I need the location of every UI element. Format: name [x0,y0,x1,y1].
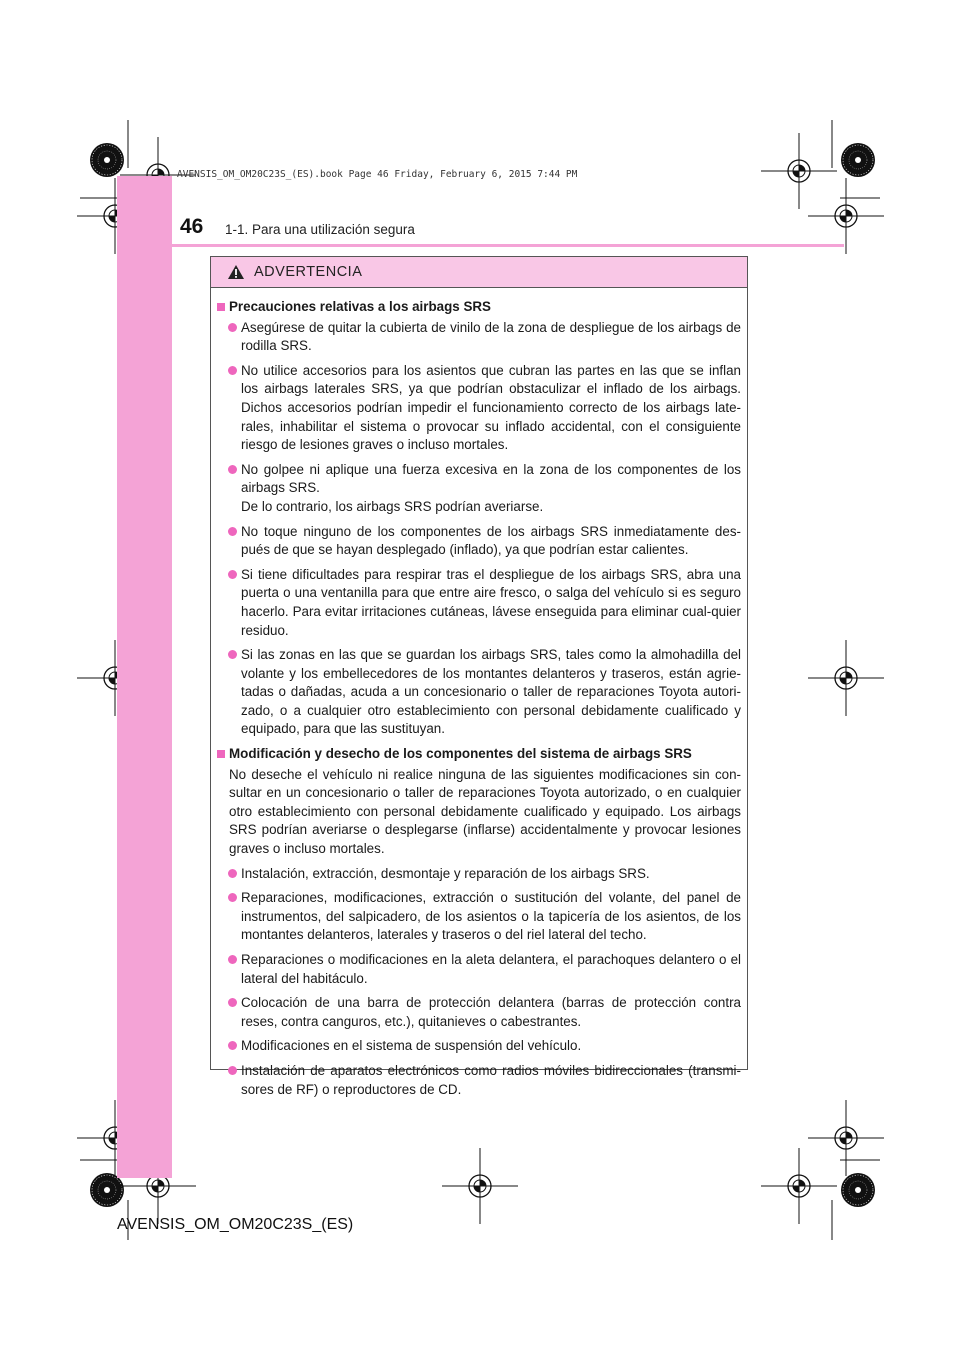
list-item: Modificaciones en el sistema de suspensión del vehículo. [217,1037,741,1056]
warning-triangle-icon [227,264,245,280]
list-item: Reparaciones o modificaciones en la aleta delantera, el parachoques delantero o el lateral del habitáculo. [217,951,741,988]
registration-cross-icon [761,1148,837,1224]
list-item: Reparaciones, modificaciones, extracción o sustitución del volante, del panel de instrumentos, del salpicadero, de los asientos o la tapicería de los asientos, de los montantes delanteros, laterales y traseros o del riel lateral del techo. [217,889,741,945]
registration-cross-icon [808,178,884,254]
registration-star-icon [841,1173,875,1207]
footer-code: AVENSIS_OM_OM20C23S_(ES) [117,1216,354,1233]
warning-body [211,288,747,1099]
header-rule [117,244,844,247]
warning-box [210,256,748,1097]
list-item: Asegúrese de quitar la cubierta de vinilo de la zona de despliegue de los airbags de rodilla SRS. [217,319,741,356]
section-heading: Precauciones relativas a los airbags SRS [217,298,741,317]
warning-header [211,257,747,288]
warning-title: ADVERTENCIA [254,264,363,280]
section-intro: No deseche el vehículo ni realice ninguna de las siguientes modificaciones sin con-sultar en un concesionario o taller de reparaciones Toyota autorizado, o en cualquier otro establecimiento con personal debidamente cualificado y equipado. Los airbags SRS podrían averiarse o desplegarse (inflarse) accidentalmente y provocar lesiones graves o incluso mortales. [229,766,741,857]
page-number: 46 [180,215,204,238]
book-stamp: AVENSIS_OM_OM20C23S_(ES).book Page 46 Friday, February 6, 2015 7:44 PM [177,169,578,180]
chapter-side-tab [117,176,172,1178]
list-item: Si tiene dificultades para respirar tras el despliegue de los airbags SRS, abra una puerta o una ventanilla para que entre aire fresco, o salga del vehículo si es seguro hacerlo. Para evitar irritaciones cutáneas, lávese enseguida para eliminar cual-quier residuo. [217,566,741,640]
registration-star-icon [90,1173,124,1207]
list-item: Instalación, extracción, desmontaje y reparación de los airbags SRS. [217,865,741,884]
registration-cross-icon [442,1148,518,1224]
list-item: No utilice accesorios para los asientos que cubran las partes en las que se inflan los airbags laterales SRS, ya que podrían obstaculizar el inflado de los airbags. Dichos accesorios podrían impedir el funcionamiento correcto de los airbags late-rales, inhabilitar el sistema o provocar su inflado accidental, con el consiguiente riesgo de lesiones graves o incluso mortales. [217,362,741,455]
list-item-note: De lo contrario, los airbags SRS podrían averiarse. [241,498,544,514]
section-title: 1-1. Para una utilización segura [225,222,415,237]
registration-star-icon [841,143,875,177]
section-heading: Modificación y desecho de los componentes del sistema de airbags SRS [217,745,741,764]
registration-star-icon [90,143,124,177]
registration-cross-icon [808,640,884,716]
registration-cross-icon [808,1100,884,1176]
registration-cross-icon [761,133,837,209]
list-item: Si las zonas en las que se guardan los airbags SRS, tales como la almohadilla del volante y los embellecedores de los montantes delanteros y traseros, están agrie-tadas o dañadas, acuda a un concesionario o taller de reparaciones Toyota autori-zado, o a cualquier otro establecimiento con personal debidamente cualificado y equipado, para que las sustituyan. [217,646,741,739]
list-item: Colocación de una barra de protección delantera (barras de protección contra reses, contra canguros, etc.), quitanieves o cabestrantes. [217,994,741,1031]
list-item: No toque ninguno de los componentes de los airbags SRS inmediatamente des-pués de que se hayan desplegado (inflado), ya que podrían estar calientes. [217,523,741,560]
list-item [217,461,741,517]
list-item-text: No golpee ni aplique una fuerza excesiva en la zona de los componentes de los airbags SRS. [241,461,741,496]
list-item: Instalación de aparatos electrónicos como radios móviles bidireccionales (transmi-sores de RF) o reproductores de CD. [217,1062,741,1099]
